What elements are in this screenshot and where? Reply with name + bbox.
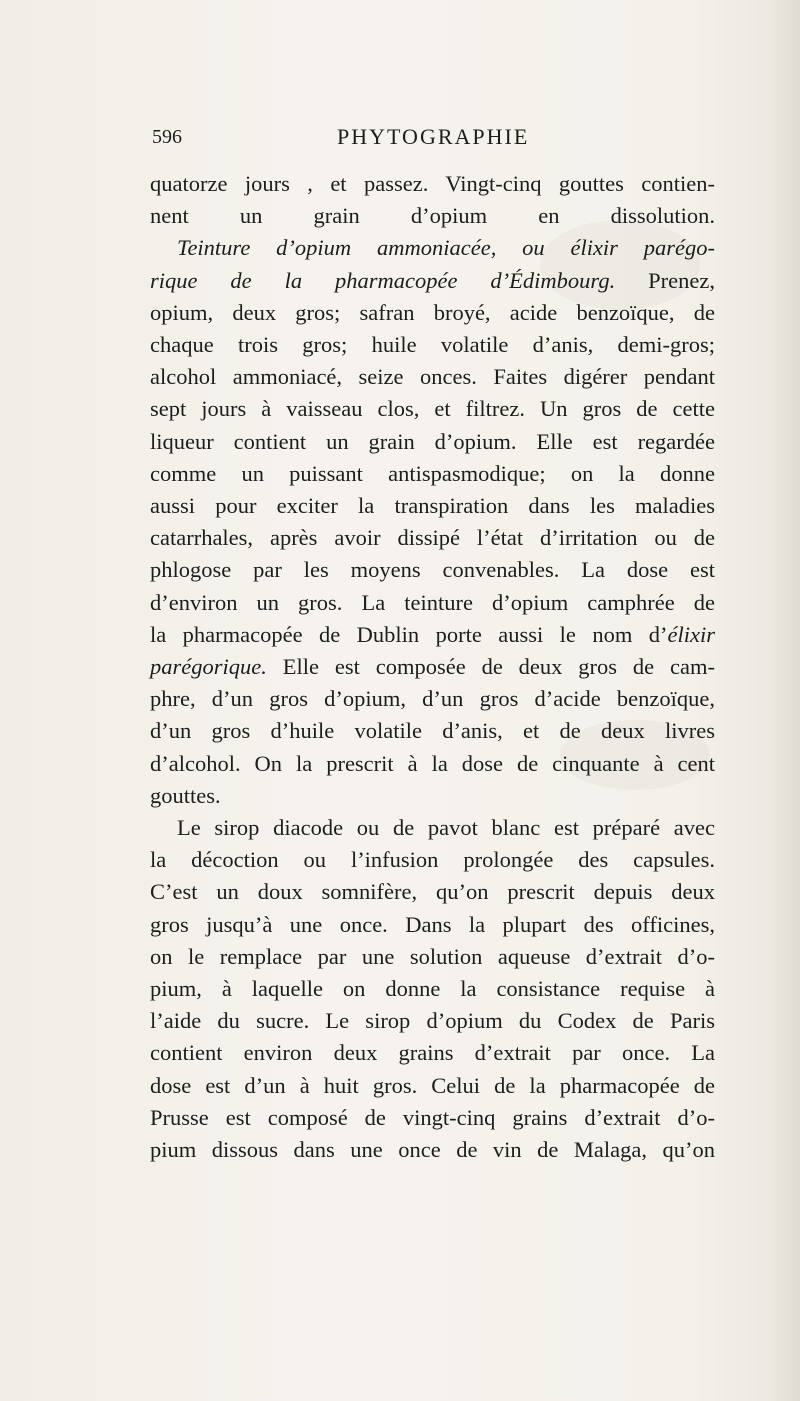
text-line: gros jusqu’à une once. Dans la plupart des officines, (150, 911, 715, 937)
text-line: l’aide du sucre. Le sirop d’opium du Codex de Paris (150, 1008, 715, 1034)
text-line: chaque trois gros; huile volatile d’anis, demi-gros; (150, 332, 715, 358)
running-title: PHYTOGRAPHIE (337, 124, 530, 149)
text-line: sept jours à vaisseau clos, et filtrez. Un gros de cette (150, 396, 715, 422)
text-line: d’alcohol. On la prescrit à la dose de cinquante à cent (150, 750, 715, 776)
italic-text: élixir (667, 621, 715, 647)
text-line: la décoction ou l’infusion prolongée des capsules. (150, 847, 715, 873)
text-line: la pharmacopée de Dublin porte aussi le nom d’élixir (150, 621, 715, 647)
text-line: d’un gros d’huile volatile d’anis, et de deux livres (150, 718, 715, 744)
text-line: pium, à laquelle on donne la consistance requise à (150, 976, 715, 1002)
page-edge-shadow (765, 0, 800, 1401)
text-line (150, 232, 715, 264)
italic-text: parégorique. (150, 654, 267, 680)
text-line: parégorique. Elle est composée de deux gros de cam- (150, 654, 715, 680)
text-line: aussi pour exciter la transpiration dans les maladies (150, 493, 715, 519)
text-line: Le sirop diacode ou de pavot blanc est préparé avec (177, 815, 715, 841)
page-header (152, 124, 712, 158)
italic-text: rique de la pharmacopée d’Édimbourg. (150, 267, 616, 293)
text-line: contient environ deux grains d’extrait par once. La (150, 1040, 715, 1066)
text-line: quatorze jours , et passez. Vingt-cinq gouttes contien- (150, 171, 715, 196)
text-line: dose est d’un à huit gros. Celui de la pharmacopée de (150, 1072, 715, 1098)
text-line: Prusse est composé de vingt-cinq grains d’extrait d’o- (150, 1104, 715, 1130)
italic-text: Teinture d’opium ammoniacée, ou élixir parégo- (177, 235, 715, 261)
text-line: phre, d’un gros d’opium, d’un gros d’acide benzoïque, (150, 686, 715, 712)
text-line: pium dissous dans une once de vin de Malaga, qu’on (150, 1137, 715, 1163)
text-line: C’est un doux somnifère, qu’on prescrit depuis deux (150, 879, 715, 905)
text-line: liqueur contient un grain d’opium. Elle est regardée (150, 428, 715, 454)
text-line: alcohol ammoniacé, seize onces. Faites digérer pendant (150, 364, 715, 390)
page-number: 596 (152, 126, 182, 148)
text-line: opium, deux gros; safran broyé, acide benzoïque, de (150, 299, 715, 325)
text-line: rique de la pharmacopée d’Édimbourg. Prenez, (150, 267, 715, 293)
text-line: gouttes. (150, 782, 221, 808)
body-text (150, 168, 715, 1166)
text-line: phlogose par les moyens convenables. La dose est (150, 557, 715, 583)
text-line: comme un puissant antispasmodique; on la donne (150, 460, 715, 486)
text-line: catarrhales, après avoir dissipé l’état d’irritation ou de (150, 525, 715, 551)
text-line: on le remplace par une solution aqueuse d’extrait d’o- (150, 943, 715, 969)
text-line: nent un grain d’opium en dissolution. (150, 203, 715, 229)
text-line: d’environ un gros. La teinture d’opium camphrée de (150, 589, 715, 615)
